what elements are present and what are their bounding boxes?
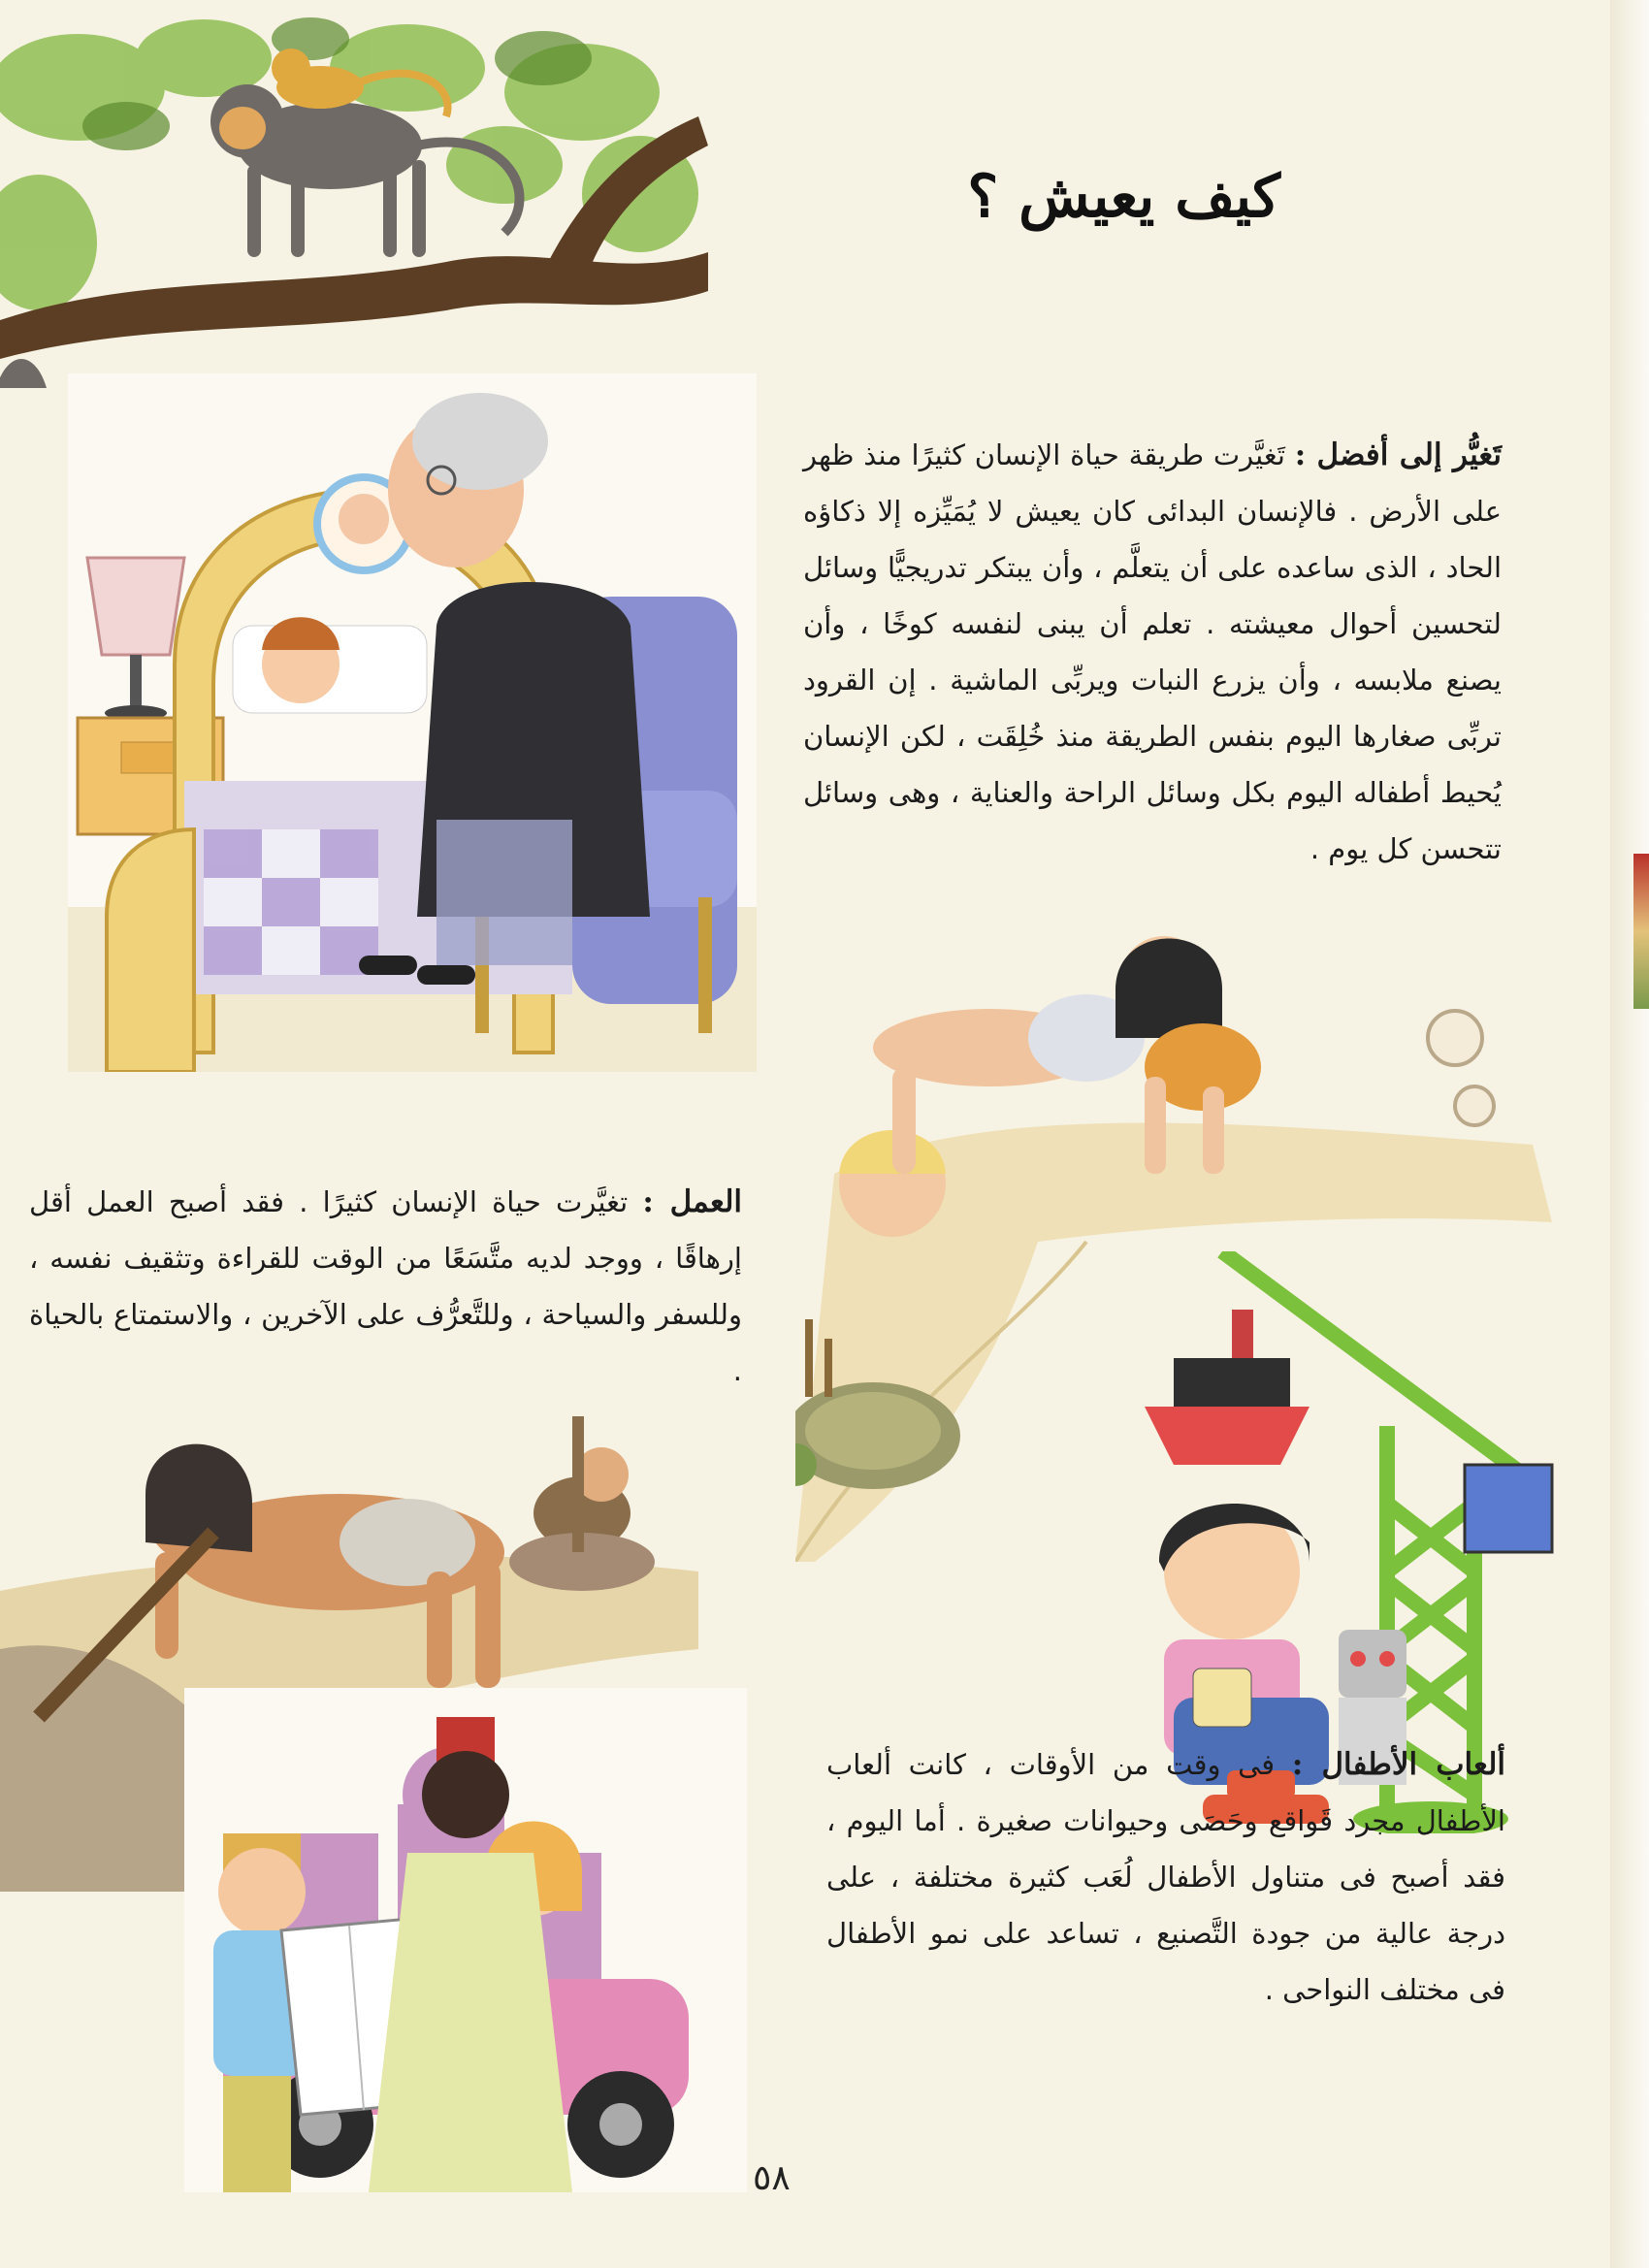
monkey-left-edge xyxy=(0,359,50,388)
section-children-games xyxy=(826,1736,1505,2018)
monkeys-illustration xyxy=(0,0,708,388)
bed-grandmother-illustration xyxy=(68,373,757,1072)
section-change-for-better xyxy=(803,427,1502,877)
page-number: ٥٨ xyxy=(753,2158,791,2198)
section-body: تغيَّرت حياة الإنسان كثيرًا . فقد أصبح العمل أقل إرهاقًا ، ووجد لديه متَّسَعًا من الوقت للقراءة وتثقيف نفسه ، وللسفر والسياحة ، وللتَّعرُّف على الآخرين ، والاستمتاع بالحياة . xyxy=(29,1185,742,1387)
section-work xyxy=(29,1174,742,1399)
shell-1 xyxy=(1428,1011,1482,1065)
quilt-pattern xyxy=(204,829,378,975)
section-heading: ألعاب الأطفال : xyxy=(1291,1747,1506,1782)
toy-ship xyxy=(1145,1310,1310,1465)
section-heading: العمل : xyxy=(642,1184,742,1219)
shell-2 xyxy=(1455,1086,1494,1125)
woman-grinding xyxy=(509,1416,655,1591)
section-heading: تَغيُّر إلى أفضل : xyxy=(1294,437,1503,472)
travelers-illustration xyxy=(184,1688,747,2192)
page-title: كيف يعيش ؟ xyxy=(967,163,1280,231)
section-body: تَغيَّرت طريقة حياة الإنسان كثيرًا منذ ظهر على الأرض . فالإنسان البدائى كان يعيش لا يُمَيِّزه إلا ذكاؤه الحاد ، الذى ساعده على أن يتعلَّم ، وأن يبتكر تدريجيًّا وسائل لتحسين أحوال معيشته . تعلم أن يبنى لنفسه كوخًا ، وأن يصنع ملابسه ، وأن يزرع النبات ويربِّى الماشية . إن القرود تربِّى صغارها اليوم بنفس الطريقة منذ خُلِقَت ، لكن الإنسان يُحيط أطفاله اليوم بكل وسائل الراحة والعناية ، وهى وسائل تتحسن كل يوم . xyxy=(803,438,1502,865)
section-body: فى وقت من الأوقات ، كانت ألعاب الأطفال مجرد قَواقع وحَصَى وحيوانات صغيرة . أما اليوم ، فقد أصبح فى متناول الأطفال لُعَب كثيرة مختلفة ، على درجة عالية من جودة التَّصنيع ، تساعد على نمو الأطفال فى مختلف النواحى . xyxy=(826,1748,1505,2006)
